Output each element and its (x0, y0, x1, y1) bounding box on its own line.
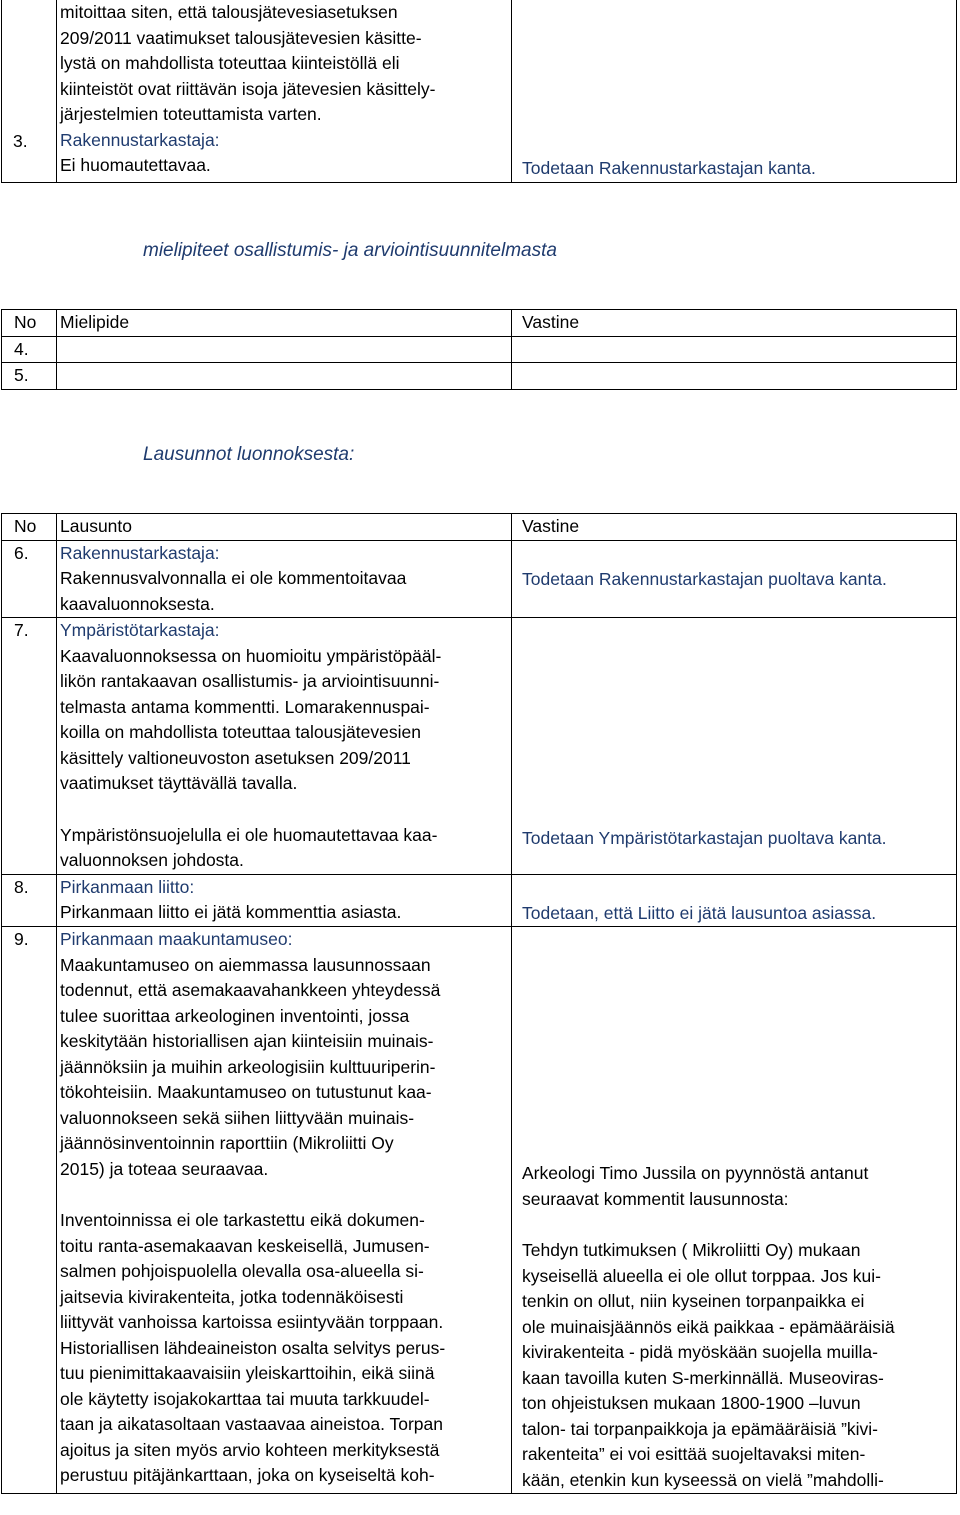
response-text: Todetaan, että Liitto ei jätä lausuntoa asiassa. (522, 902, 877, 923)
response-text: Todetaan Rakennustarkastajan puoltava kanta. (522, 568, 887, 589)
text-line: kään, etenkin kun kyseessä on vielä ”mahdolli- (522, 1469, 884, 1490)
response-cell (512, 540, 957, 618)
text-line: Rakennusvalvonnalla ei ole kommentoitavaa (60, 568, 407, 588)
row-number-cell (2, 0, 57, 182)
text-line: järjestelmien toteuttamista varten. (60, 104, 322, 124)
text-line: lystä on mahdollista toteuttaa kiinteistöllä eli (60, 53, 400, 73)
text-line: ole käytetty isojakokarttaa tai muuta tarkkuudel- (60, 1388, 430, 1409)
text-line: todennut, että asemakaavahankkeen yhteydessä (60, 980, 441, 1000)
table-row (2, 540, 957, 618)
text-line: 2015) ja toteaa seuraavaa. (60, 1158, 269, 1179)
header-no: No (2, 514, 57, 541)
table-row (2, 618, 957, 875)
statements-table (1, 513, 957, 1494)
author-label: Ympäristötarkastaja: (60, 620, 220, 640)
text-line: seuraavat kommentit lausunnosta: (522, 1188, 789, 1209)
row-number: 9. (2, 927, 57, 1494)
text-line: ajoitus ja siten myös arvio kohteen merkityksestä (60, 1439, 440, 1460)
row-number: 7. (2, 618, 57, 875)
text-line: 209/2011 vaatimukset talousjätevesien käsitte- (60, 27, 422, 48)
table-row (2, 363, 957, 390)
text-line: kyseisellä alueella ei ole ollut torppaa. Jos kui- (522, 1265, 881, 1286)
table-row (2, 874, 957, 927)
section-heading-statements: Lausunnot luonnoksesta: (143, 444, 355, 465)
table-row (2, 927, 957, 1494)
comment-text: Ei huomautettavaa. (60, 155, 211, 175)
response-cell (512, 874, 957, 927)
statement-cell (57, 540, 512, 618)
table-header-row (2, 514, 957, 541)
row-number: 5. (2, 363, 57, 390)
text-line: Inventoinnissa ei ole tarkastettu eikä dokumen- (60, 1210, 425, 1230)
table-header-row (2, 310, 957, 337)
text-line: mitoittaa siten, että talousjätevesiasetuksen (60, 2, 398, 22)
author-label: Rakennustarkastaja: (60, 542, 220, 563)
header-no: No (2, 310, 57, 337)
header-response: Vastine (512, 514, 957, 541)
text-line: salmen pohjoispuolella olevalla osa-alueella si- (60, 1261, 424, 1281)
text-line: toitu ranta-asemakaavan keskeisellä, Jumusen- (60, 1235, 430, 1256)
text-line: talon- tai torpanpaikkoja ja epämääräisiä ”kivi- (522, 1418, 879, 1439)
text-line: valuonnoksen johdosta. (60, 850, 244, 870)
header-opinion: Mielipide (57, 310, 512, 337)
response-cell (512, 618, 957, 875)
opinions-table (1, 309, 957, 390)
text-line: Maakuntamuseo on aiemmassa lausunnossaan (60, 954, 431, 975)
response-text: Todetaan Ympäristötarkastajan puoltava kanta. (522, 828, 887, 848)
text-line: jäännösinventoinnin raporttiin (Mikroliitti Oy (60, 1133, 394, 1153)
header-response: Vastine (512, 310, 957, 337)
text-line: Ympäristönsuojelulla ei ole huomautettavaa kaa- (60, 824, 438, 845)
text-line: tulee suorittaa arkeologinen inventointi, jossa (60, 1005, 410, 1026)
statement-cell (57, 618, 512, 875)
row-number: 8. (2, 874, 57, 927)
text-line: telmasta antama kommentti. Lomarakennuspai- (60, 696, 430, 717)
text-line: likön rantakaavan osallistumis- ja arviointisuunni- (60, 671, 440, 691)
text-line: keskitytään historiallisen ajan kiinteisiin muinais- (60, 1031, 434, 1051)
statement-cell (57, 927, 512, 1494)
author-label: Pirkanmaan maakuntamuseo: (60, 929, 293, 949)
text-line: jaitsevia kivirakenteita, jotka todennäköisesti (60, 1286, 404, 1307)
text-line: tenkin on ollut, niin kyseinen torpanpaikka ei (522, 1291, 865, 1311)
text-line: ton ohjeistuksen mukaan 1800-1900 –luvun (522, 1393, 861, 1413)
text-line: perustuu pitäjänkarttaan, joka on kyseiseltä koh- (60, 1465, 435, 1485)
text-line: koilla on mahdollista toteuttaa talousjätevesien (60, 722, 421, 742)
text-line: ole muinaisjäännös eikä paikkaa - epämääräisiä (522, 1316, 895, 1337)
statement-cell (57, 874, 512, 927)
text-line: Arkeologi Timo Jussila on pyynnöstä antanut (522, 1163, 869, 1183)
author-label: Pirkanmaan liitto: (60, 876, 195, 897)
row-number: 4. (2, 336, 57, 363)
text-line: tuu pienimittakaavaisiin yleiskarttoihin, eikä siinä (60, 1363, 435, 1383)
text-line: vaatimukset täyttävällä tavalla. (60, 773, 298, 793)
text-line: Historiallisen lähdeaineiston osalta selvitys perus- (60, 1337, 446, 1358)
table-row (2, 336, 957, 363)
text-line: taan ja aikatasoltaan vastaavaa aineistoa. Torpan (60, 1414, 444, 1434)
response-text: Todetaan Rakennustarkastajan kanta. (522, 158, 816, 178)
text-line: kivirakenteita - pidä myöskään suojella muilla- (522, 1342, 878, 1362)
row-number: 6. (2, 540, 57, 618)
text-line: liittyvät vanhoissa kartoissa esiintyvään torppaan. (60, 1312, 444, 1332)
comments-table-continued (1, 0, 957, 183)
header-statement: Lausunto (57, 514, 512, 541)
comment-cell (57, 0, 512, 182)
text-line: tökohteisiin. Maakuntamuseo on tutustunut kaa- (60, 1082, 432, 1102)
text-line: Tehdyn tutkimuksen ( Mikroliitti Oy) mukaan (522, 1240, 861, 1260)
response-cell (512, 0, 957, 182)
row-number: 3. (13, 131, 28, 151)
text-line: Pirkanmaan liitto ei jätä kommenttia asiasta. (60, 902, 402, 922)
text-line: valuonnokseen sekä siihen liittyvään muinais- (60, 1107, 415, 1128)
response-cell (512, 927, 957, 1494)
text-line: kiinteistöt ovat riittävän isoja jätevesien käsittely- (60, 78, 436, 99)
author-label: Rakennustarkastaja: (60, 129, 220, 150)
section-heading-opinions: mielipiteet osallistumis- ja arviointisuunnitelmasta (143, 240, 557, 261)
text-line: jäännöksiin ja muihin arkeologisiin kulttuuriperin- (60, 1056, 436, 1077)
text-line: käsittely valtioneuvoston asetuksen 209/2011 (60, 747, 411, 768)
text-line: kaan tavoilla kuten S-merkinnällä. Museoviras- (522, 1367, 884, 1388)
table-row (2, 0, 957, 182)
text-line: Kaavaluonnoksessa on huomioitu ympäristöpääl- (60, 645, 442, 666)
text-line: kaavaluonnoksesta. (60, 593, 215, 614)
text-line: rakenteita” ei voi esittää suojeltavaksi miten- (522, 1444, 866, 1464)
